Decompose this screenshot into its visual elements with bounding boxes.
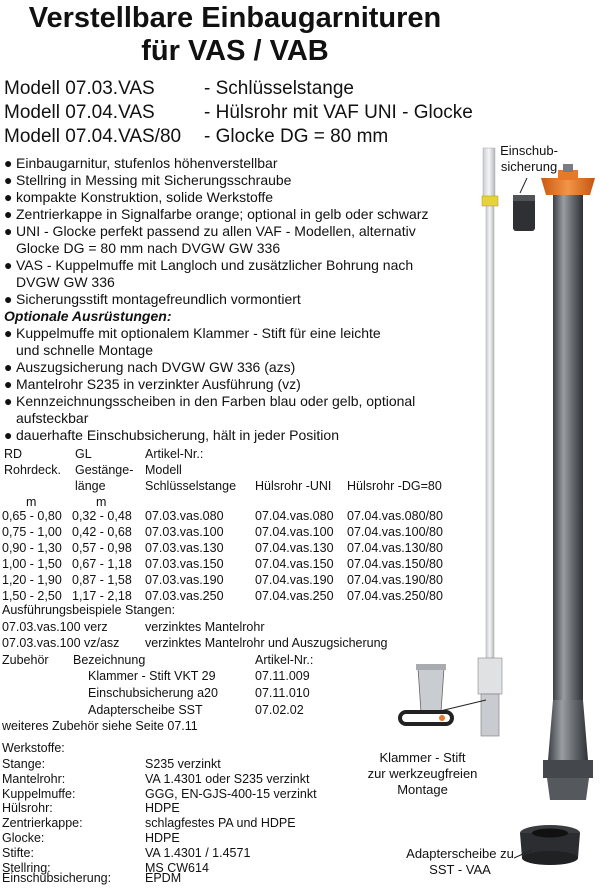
bullet-icon: ● [4,359,13,375]
table-cell: 07.03.vas.250 [145,589,224,603]
table-cell: 07.04.vas.130/80 [347,541,443,555]
table-cell: 0,75 - 1,00 [2,525,62,539]
table-cell: 1,20 - 1,90 [2,573,62,587]
header-gl-sub: Gestänge- [75,463,134,477]
material-value: MS CW614 [145,860,209,875]
table-cell: 1,17 - 2,18 [72,589,132,603]
header-rd: RD [4,447,23,461]
accessory-name: Adapterscheibe SST [88,703,203,717]
header-gl: GL [75,447,92,461]
material-part: Stifte: [2,846,34,861]
material-value: schlagfestes PA und HDPE [145,816,296,831]
mantle-pipe [543,195,593,800]
callout-clamp-pin: Klammer - Stift zur werkzeugfreien Montage [367,750,478,797]
bullet-icon: ● [4,189,13,205]
table-cell: 07.04.vas.250 [255,589,334,603]
bullet-icon: ● [4,325,13,341]
example-code: 07.03.vas.100 verz [2,620,108,634]
table-cell: 07.04.vas.150/80 [347,557,443,571]
callout-insertion-lock: Einschub- sicherung [500,143,558,174]
table-cell: 07.03.vas.190 [145,573,224,587]
bullet-icon: ● [4,376,13,392]
header-gl-sub2: länge [75,479,106,493]
table-cell: 0,32 - 0,48 [72,509,132,523]
table-cell: 07.04.vas.100/80 [347,525,443,539]
adapter-disc [520,825,580,865]
table-cell: 0,42 - 0,68 [72,525,132,539]
table-cell: 0,90 - 1,30 [2,541,62,555]
accessory-heading: Zubehör [2,653,49,667]
table-cell: 07.04.vas.080 [255,509,334,523]
table-cell: 0,87 - 1,58 [72,573,132,587]
header-uni: Hülsrohr -UNI [255,479,332,493]
table-cell: 07.04.vas.190 [255,573,334,587]
accessory-name: Klammer - Stift VKT 29 [88,669,216,683]
material-part: Zentrierkappe: [2,816,83,831]
page-title: Verstellbare Einbaugarnituren [28,2,442,34]
table-cell: 0,65 - 0,80 [2,509,62,523]
table-cell: 07.03.vas.100 [145,525,224,539]
example-desc: verzinktes Mantelrohr und Auszugsicherung [145,636,388,650]
page-subtitle: für VAS / VAB [141,35,329,67]
header-gl-unit: m [96,495,107,509]
insertion-lock-part [513,195,535,231]
material-part: Einschubsicherung: [2,871,112,885]
accessory-article: 07.02.02 [255,703,304,717]
callout-line [520,178,527,193]
model-desc: - Glocke DG = 80 mm [204,126,389,147]
accessory-name: Einschubsicherung a20 [88,686,218,700]
table-cell: 1,50 - 2,50 [2,589,62,603]
materials-heading: Werkstoffe: [2,741,65,755]
bullet-icon: ● [4,206,13,222]
table-cell: 07.04.vas.080/80 [347,509,443,523]
bullet-icon: ● [4,291,13,307]
header-rd-sub: Rohrdeck. [4,463,61,477]
accessory-article-heading: Artikel-Nr.: [255,653,314,667]
header-key: Schlüsselstange [145,479,237,493]
accessory-name-heading: Bezeichnung [73,653,146,667]
model-name: Modell 07.03.VAS [4,78,155,99]
material-value: EPDM [145,871,182,885]
material-value: HDPE [145,831,180,846]
header-rd-unit: m [26,495,37,509]
rod-assembly [478,148,502,736]
accessory-article: 07.11.009 [255,669,310,683]
table-cell: 1,00 - 1,50 [2,557,62,571]
more-accessories-note: weiteres Zubehör siehe Seite 07.11 [2,719,198,733]
table-cell: 0,57 - 0,98 [72,541,132,555]
example-code: 07.03.vas.100 vz/asz [2,636,120,650]
header-dg: Hülsrohr -DG=80 [347,479,442,493]
material-value: HDPE [145,801,180,816]
bullet-icon: ● [4,155,13,171]
material-part: Hülsrohr: [2,801,53,816]
material-part: Kuppelmuffe: [2,786,76,801]
model-desc: - Schlüsselstange [204,78,354,99]
material-part: Mantelrohr: [2,771,66,786]
optional-heading: Optionale Ausrüstungen: [4,308,172,324]
table-cell: 07.03.vas.080 [145,509,224,523]
material-value: GGG, EN-GJS-400-15 verzinkt [145,786,317,801]
material-value: VA 1.4301 / 1.4571 [145,846,251,861]
bullet-icon: ● [4,172,13,188]
material-part: Glocke: [2,831,45,846]
callout-adapter: Adapterscheibe zu SST - VAA [406,846,514,877]
example-desc: verzinktes Mantelrohr [145,620,265,634]
accessory-article: 07.11.010 [255,686,310,700]
table-cell: 07.04.vas.250/80 [347,589,443,603]
table-cell: 07.04.vas.100 [255,525,334,539]
callout-line [436,700,486,712]
model-desc: - Hülsrohr mit VAF UNI - Glocke [204,102,473,123]
material-part: Stellring: [2,860,51,875]
material-value: VA 1.4301 oder S235 verzinkt [145,771,310,786]
header-article: Artikel-Nr.: [145,447,204,461]
table-cell: 07.04.vas.190/80 [347,573,443,587]
bullet-icon: ● [4,393,13,409]
bullet-icon: ● [4,223,13,239]
material-part: Stange: [2,756,46,771]
clamp-pin-part [400,664,452,724]
table-cell: 07.03.vas.130 [145,541,224,555]
bullet-icon: ● [4,427,13,443]
bullet-icon: ● [4,257,13,273]
material-value: S235 verzinkt [145,756,221,771]
table-cell: 07.04.vas.150 [255,557,334,571]
model-name: Modell 07.04.VAS/80 [4,126,182,147]
model-name: Modell 07.04.VAS [4,102,155,123]
table-cell: 07.03.vas.150 [145,557,224,571]
table-cell: 07.04.vas.130 [255,541,334,555]
examples-heading: Ausführungsbeispiele Stangen: [2,603,176,617]
header-model: Modell [145,463,182,477]
table-cell: 0,67 - 1,18 [72,557,132,571]
